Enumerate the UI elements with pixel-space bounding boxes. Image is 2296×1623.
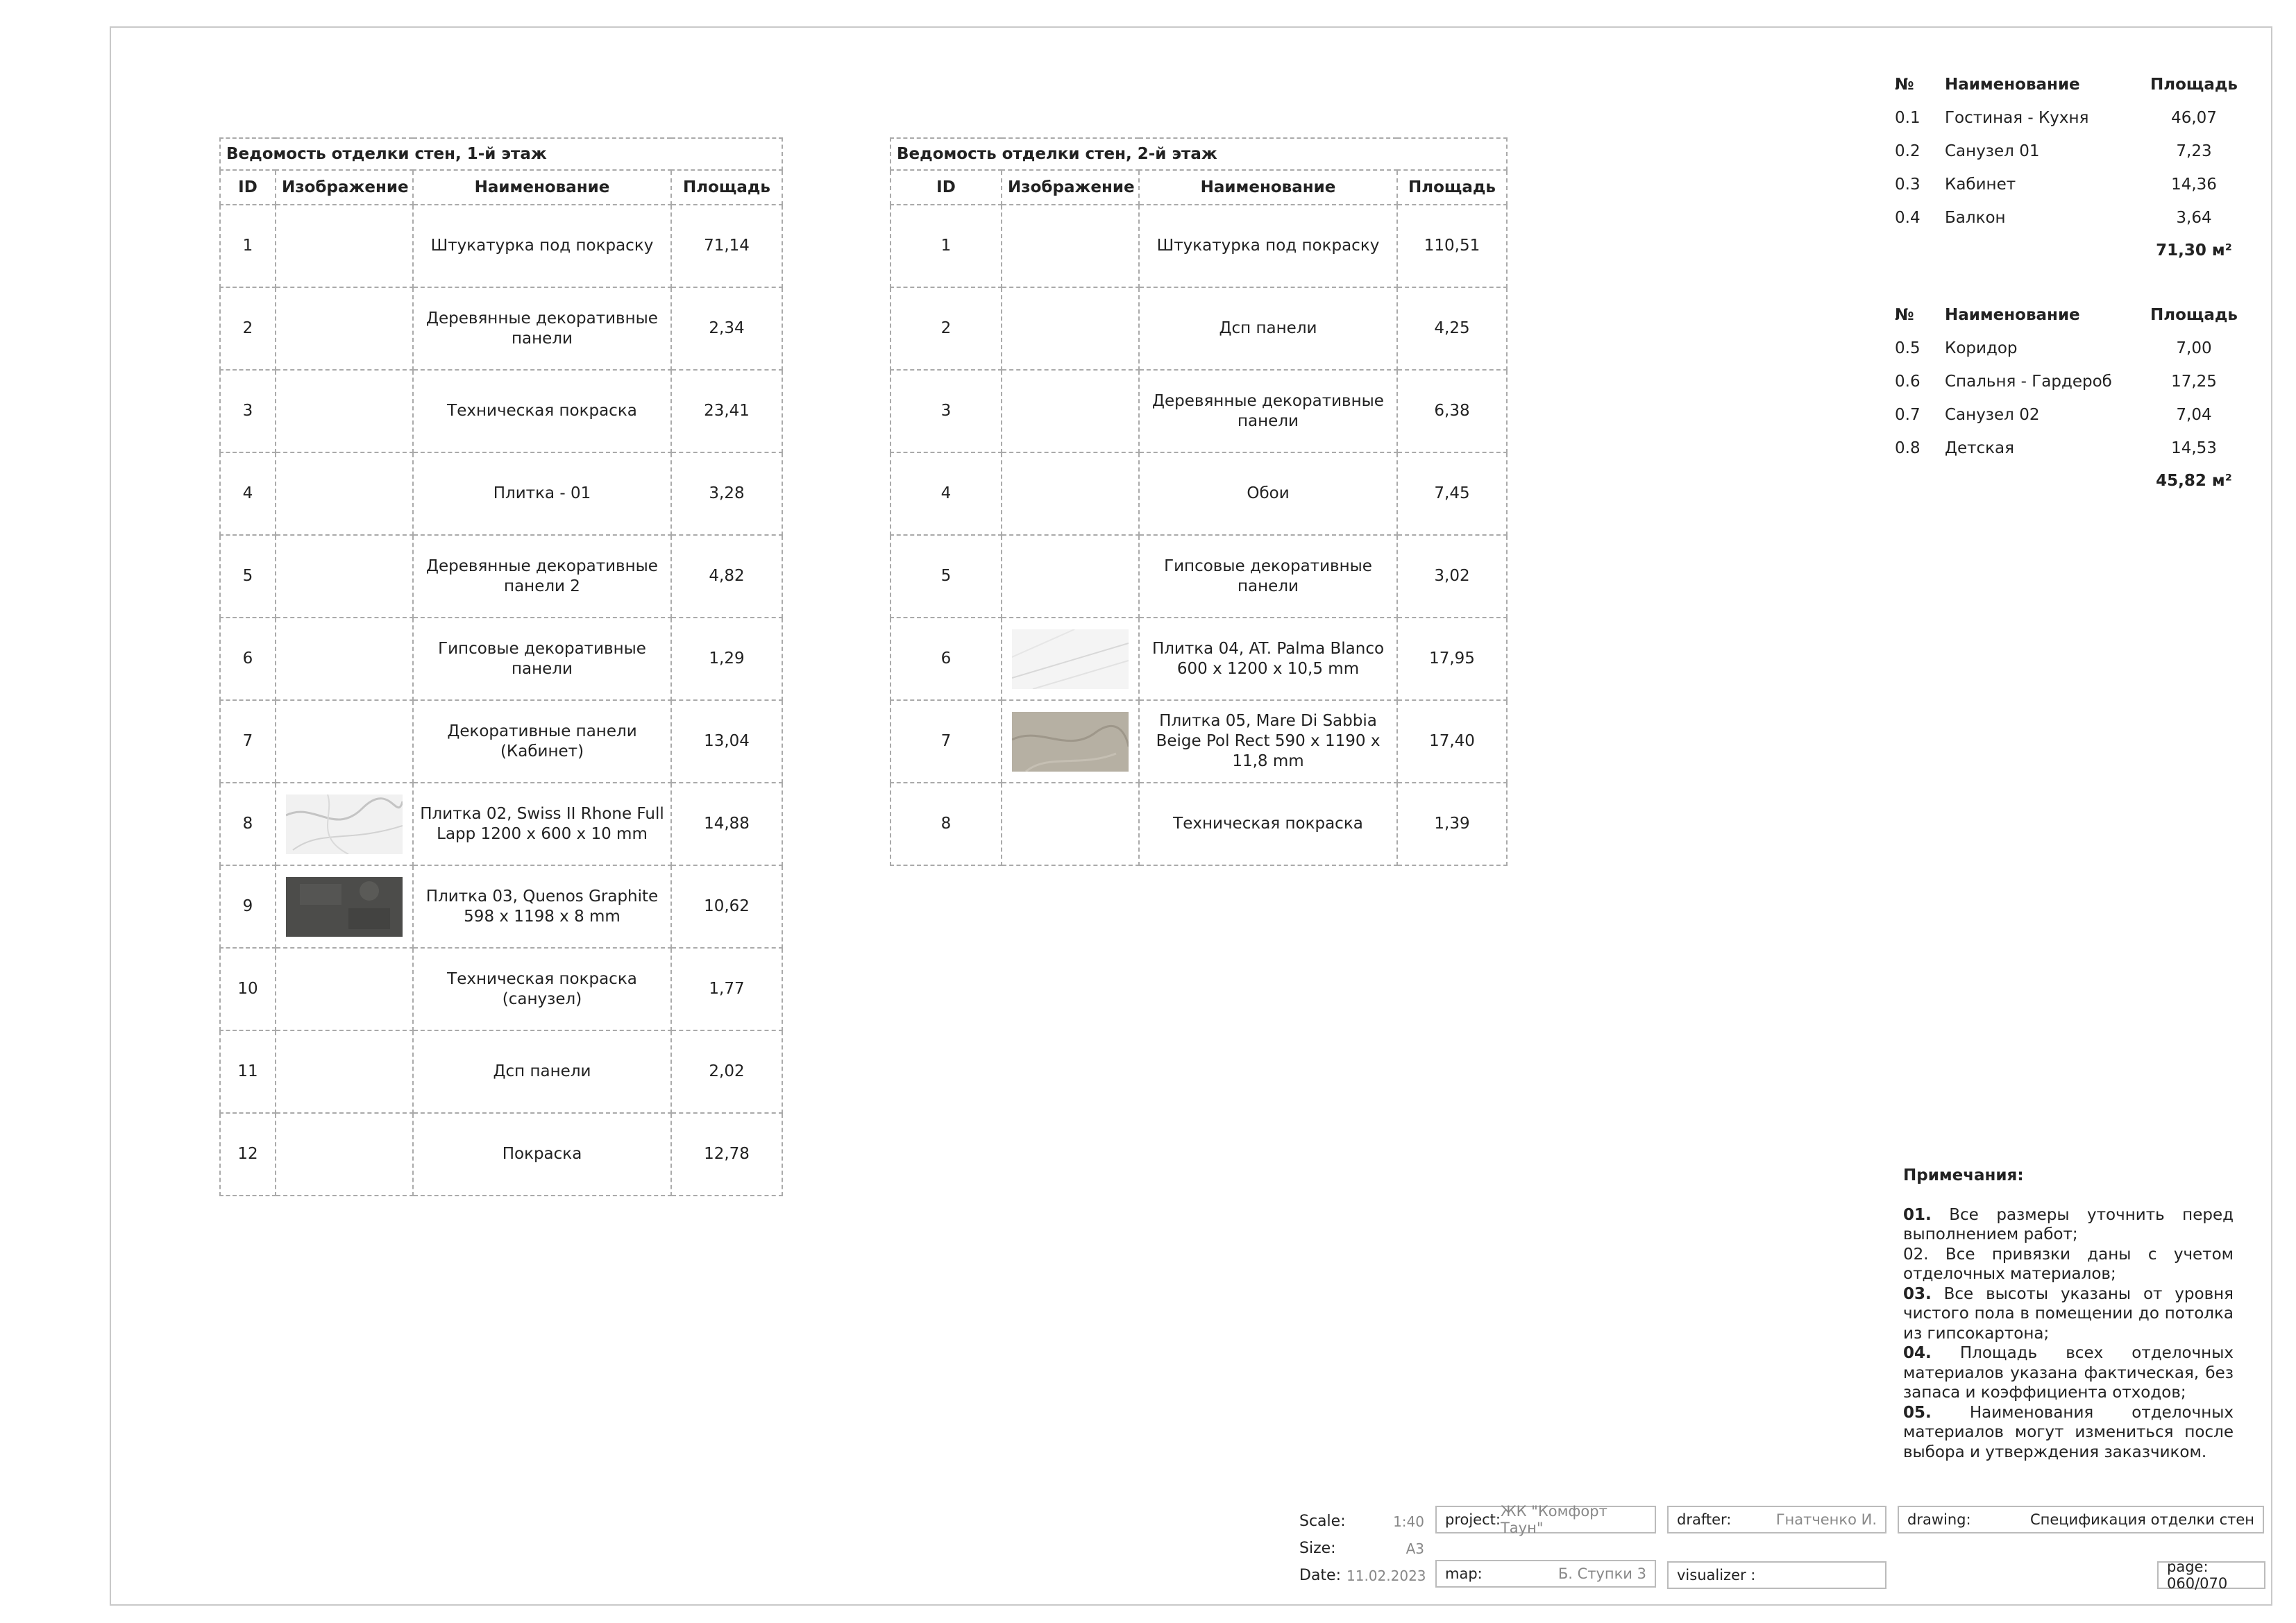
note-item [1903,1205,2234,1245]
row-name: Плитка 05, Mare Di Sabbia Beige Pol Rect 590 x 1190 x 11,8 mm [1139,700,1397,783]
col-header-image: Изображение [1002,170,1139,205]
table-row [220,1113,782,1196]
row-name: Техническая покраска [413,370,671,452]
note-number: 03. [1903,1284,1932,1303]
room-no: 0.7 [1895,406,1921,424]
row-image [276,452,413,535]
room-area: 3,64 [2176,209,2212,227]
row-name: Штукатурка под покраску [413,205,671,287]
row-area: 7,45 [1397,452,1507,535]
table-row [220,452,782,535]
row-name: Плитка 04, AT. Palma Blanco 600 x 1200 x 10,5 mm [1139,618,1397,700]
rooms-list-floor1 [1885,68,2246,266]
row-name: Обои [1139,452,1397,535]
row-id: 5 [890,535,1002,618]
row-image [1002,287,1139,370]
row-area: 12,78 [671,1113,782,1196]
row-id: 7 [220,700,276,783]
drawing-value: Спецификация отделки стен [2029,1511,2254,1528]
page-box [2157,1558,2265,1592]
row-name: Плитка 03, Quenos Graphite 598 x 1198 x 8 mm [413,865,671,948]
row-area: 1,77 [671,948,782,1030]
col-header-id: ID [220,170,276,205]
row-name: Деревянные декоративные панели 2 [413,535,671,618]
row-image [1002,700,1139,783]
row-area: 17,40 [1397,700,1507,783]
col-header-id: ID [890,170,1002,205]
col-header-area: Площадь [671,170,782,205]
map-box [1435,1560,1656,1588]
tile-swatch-image [1012,712,1129,772]
room-area: 46,07 [2171,109,2217,127]
rooms-header-name: Наименование [1945,306,2080,324]
rooms-header-no: № [1895,76,1914,94]
drafter-value: Гнатченко И. [1775,1511,1877,1528]
row-id: 3 [890,370,1002,452]
row-area: 3,02 [1397,535,1507,618]
row-image [276,865,413,948]
project-value: ЖК "Комфорт Таун" [1500,1503,1607,1536]
table-row [890,535,1507,618]
note-number: 05. [1903,1403,1932,1422]
row-id: 3 [220,370,276,452]
table-row [220,535,782,618]
tile-swatch-image [286,877,403,937]
col-header-area: Площадь [1397,170,1507,205]
map-label: map: [1445,1565,1483,1582]
row-name: Деревянные декоративные панели [1139,370,1397,452]
project-box [1435,1503,1656,1536]
note-item [1903,1245,2234,1284]
room-no: 0.1 [1895,109,1921,127]
room-row [1885,168,2246,201]
row-name: Штукатурка под покраску [1139,205,1397,287]
row-area: 4,25 [1397,287,1507,370]
row-image [1002,783,1139,865]
row-area: 13,04 [671,700,782,783]
row-image [276,370,413,452]
rooms-total [1885,235,2246,266]
note-text: 02. Все привязки даны с учетом отделочных материалов; [1903,1245,2234,1283]
row-name: Плитка - 01 [413,452,671,535]
table-row [890,287,1507,370]
rooms-header-no: № [1895,306,1914,324]
table-row [220,948,782,1030]
row-name: Покраска [413,1113,671,1196]
date-label: Date: [1299,1567,1341,1584]
row-name: Дсп панели [413,1030,671,1113]
col-header-name: Наименование [413,170,671,205]
row-id: 9 [220,865,276,948]
row-image [276,205,413,287]
row-name: Техническая покраска [1139,783,1397,865]
row-id: 6 [220,618,276,700]
table-row [890,700,1507,783]
floor2-finish-table [890,137,1508,866]
room-no: 0.3 [1895,176,1921,194]
row-area: 3,28 [671,452,782,535]
rooms-total-value: 71,30 м² [2156,241,2232,260]
room-no: 0.5 [1895,339,1921,357]
note-text: Наименования отделочных материалов могут измениться после выбора и утверждения заказчиком. [1903,1403,2234,1461]
row-id: 1 [220,205,276,287]
row-id: 1 [890,205,1002,287]
table-row [890,205,1507,287]
table-row [890,370,1507,452]
drafter-label: drafter: [1677,1511,1732,1528]
table-row [890,618,1507,700]
table-row [220,205,782,287]
scale-label: Scale: [1299,1513,1346,1530]
col-header-name: Наименование [1139,170,1397,205]
row-name: Гипсовые декоративные панели [1139,535,1397,618]
table-row [220,618,782,700]
rooms-header [1885,298,2246,332]
room-name: Спальня - Гардероб [1945,373,2112,391]
tile-swatch-image [286,794,403,854]
room-row [1885,135,2246,168]
floor1-table-title: Ведомость отделки стен, 1-й этаж [220,138,782,170]
row-name: Плитка 02, Swiss II Rhone Full Lapp 1200 x 600 x 10 mm [413,783,671,865]
drawing-label: drawing: [1907,1511,1971,1528]
room-name: Санузел 01 [1945,142,2040,160]
floor2-table-title: Ведомость отделки стен, 2-й этаж [890,138,1507,170]
rooms-total-value: 45,82 м² [2156,472,2232,490]
row-id: 7 [890,700,1002,783]
table-row [220,287,782,370]
row-id: 11 [220,1030,276,1113]
note-item [1903,1343,2234,1403]
room-no: 0.6 [1895,373,1921,391]
room-area: 7,00 [2176,339,2212,357]
room-row [1885,398,2246,432]
note-item [1903,1284,2234,1344]
row-id: 2 [890,287,1002,370]
rooms-header-name: Наименование [1945,76,2080,94]
table-row [220,783,782,865]
floor1-finish-table [219,137,783,1196]
notes-title: Примечания: [1903,1166,2024,1184]
row-image [276,700,413,783]
row-area: 6,38 [1397,370,1507,452]
row-image [276,783,413,865]
row-image [1002,205,1139,287]
rooms-header-area: Площадь [2150,306,2238,324]
row-area: 71,14 [671,205,782,287]
room-no: 0.8 [1895,439,1921,457]
notes-block [1903,1166,2234,1462]
rooms-header [1885,68,2246,101]
row-area: 1,29 [671,618,782,700]
table-row [220,370,782,452]
row-id: 5 [220,535,276,618]
visualizer-box [1667,1561,1886,1589]
row-id: 2 [220,287,276,370]
room-area: 7,23 [2176,142,2212,160]
room-name: Гостиная - Кухня [1945,109,2089,127]
room-area: 14,53 [2171,439,2217,457]
row-image [276,1113,413,1196]
row-image [1002,452,1139,535]
row-area: 23,41 [671,370,782,452]
room-row [1885,365,2246,398]
project-label: project: [1445,1511,1501,1528]
tile-swatch-image [1012,629,1129,689]
room-name: Санузел 02 [1945,406,2040,424]
row-name: Гипсовые декоративные панели [413,618,671,700]
drafter-box [1667,1506,1886,1533]
size-label: Size: [1299,1540,1336,1557]
row-id: 4 [220,452,276,535]
note-number: 04. [1903,1344,1932,1362]
table-row [220,865,782,948]
row-id: 4 [890,452,1002,535]
table-row [220,1030,782,1113]
visualizer-label: visualizer : [1677,1567,1756,1583]
note-text: Все размеры уточнить перед выполнением работ; [1903,1205,2234,1243]
row-image [276,535,413,618]
row-image [1002,535,1139,618]
row-image [1002,618,1139,700]
room-name: Коридор [1945,339,2018,357]
room-area: 17,25 [2171,373,2217,391]
row-name: Дсп панели [1139,287,1397,370]
row-area: 2,02 [671,1030,782,1113]
row-image [276,948,413,1030]
room-name: Детская [1945,439,2014,457]
room-row [1885,332,2246,365]
row-name: Декоративные панели (Кабинет) [413,700,671,783]
page-number: page: 060/070 [2167,1558,2228,1592]
row-image [276,618,413,700]
note-item [1903,1403,2234,1463]
row-image [1002,370,1139,452]
row-area: 14,88 [671,783,782,865]
table-row [890,452,1507,535]
row-area: 4,82 [671,535,782,618]
room-row [1885,432,2246,465]
row-area: 10,62 [671,865,782,948]
note-text: Площадь всех отделочных материалов указана фактическая, без запаса и коэффициента отходов; [1903,1344,2234,1402]
row-name: Деревянные декоративные панели [413,287,671,370]
row-id: 8 [890,783,1002,865]
date-value: 11.02.2023 [1347,1567,1426,1584]
row-id: 6 [890,618,1002,700]
table-row [890,783,1507,865]
row-image [276,1030,413,1113]
rooms-header-area: Площадь [2150,76,2238,94]
room-no: 0.4 [1895,209,1921,227]
row-area: 1,39 [1397,783,1507,865]
row-name: Техническая покраска (санузел) [413,948,671,1030]
rooms-list-floor2 [1885,298,2246,497]
row-area: 2,34 [671,287,782,370]
room-name: Балкон [1945,209,2006,227]
room-row [1885,201,2246,235]
row-area: 17,95 [1397,618,1507,700]
row-image [276,287,413,370]
room-no: 0.2 [1895,142,1921,160]
row-id: 12 [220,1113,276,1196]
drawing-box [1898,1506,2264,1533]
row-area: 110,51 [1397,205,1507,287]
room-area: 14,36 [2171,176,2217,194]
room-name: Кабинет [1945,176,2016,194]
row-id: 8 [220,783,276,865]
room-row [1885,101,2246,135]
note-number: 01. [1903,1205,1932,1224]
table-row [220,700,782,783]
note-text: Все высоты указаны от уровня чистого пола в помещении до потолка из гипсокартона; [1903,1284,2234,1343]
col-header-image: Изображение [276,170,413,205]
rooms-total [1885,465,2246,497]
map-value: Б. Ступки 3 [1558,1565,1646,1582]
size-value: A3 [1406,1540,1424,1557]
room-area: 7,04 [2176,406,2212,424]
scale-value: 1:40 [1393,1513,1424,1530]
row-id: 10 [220,948,276,1030]
